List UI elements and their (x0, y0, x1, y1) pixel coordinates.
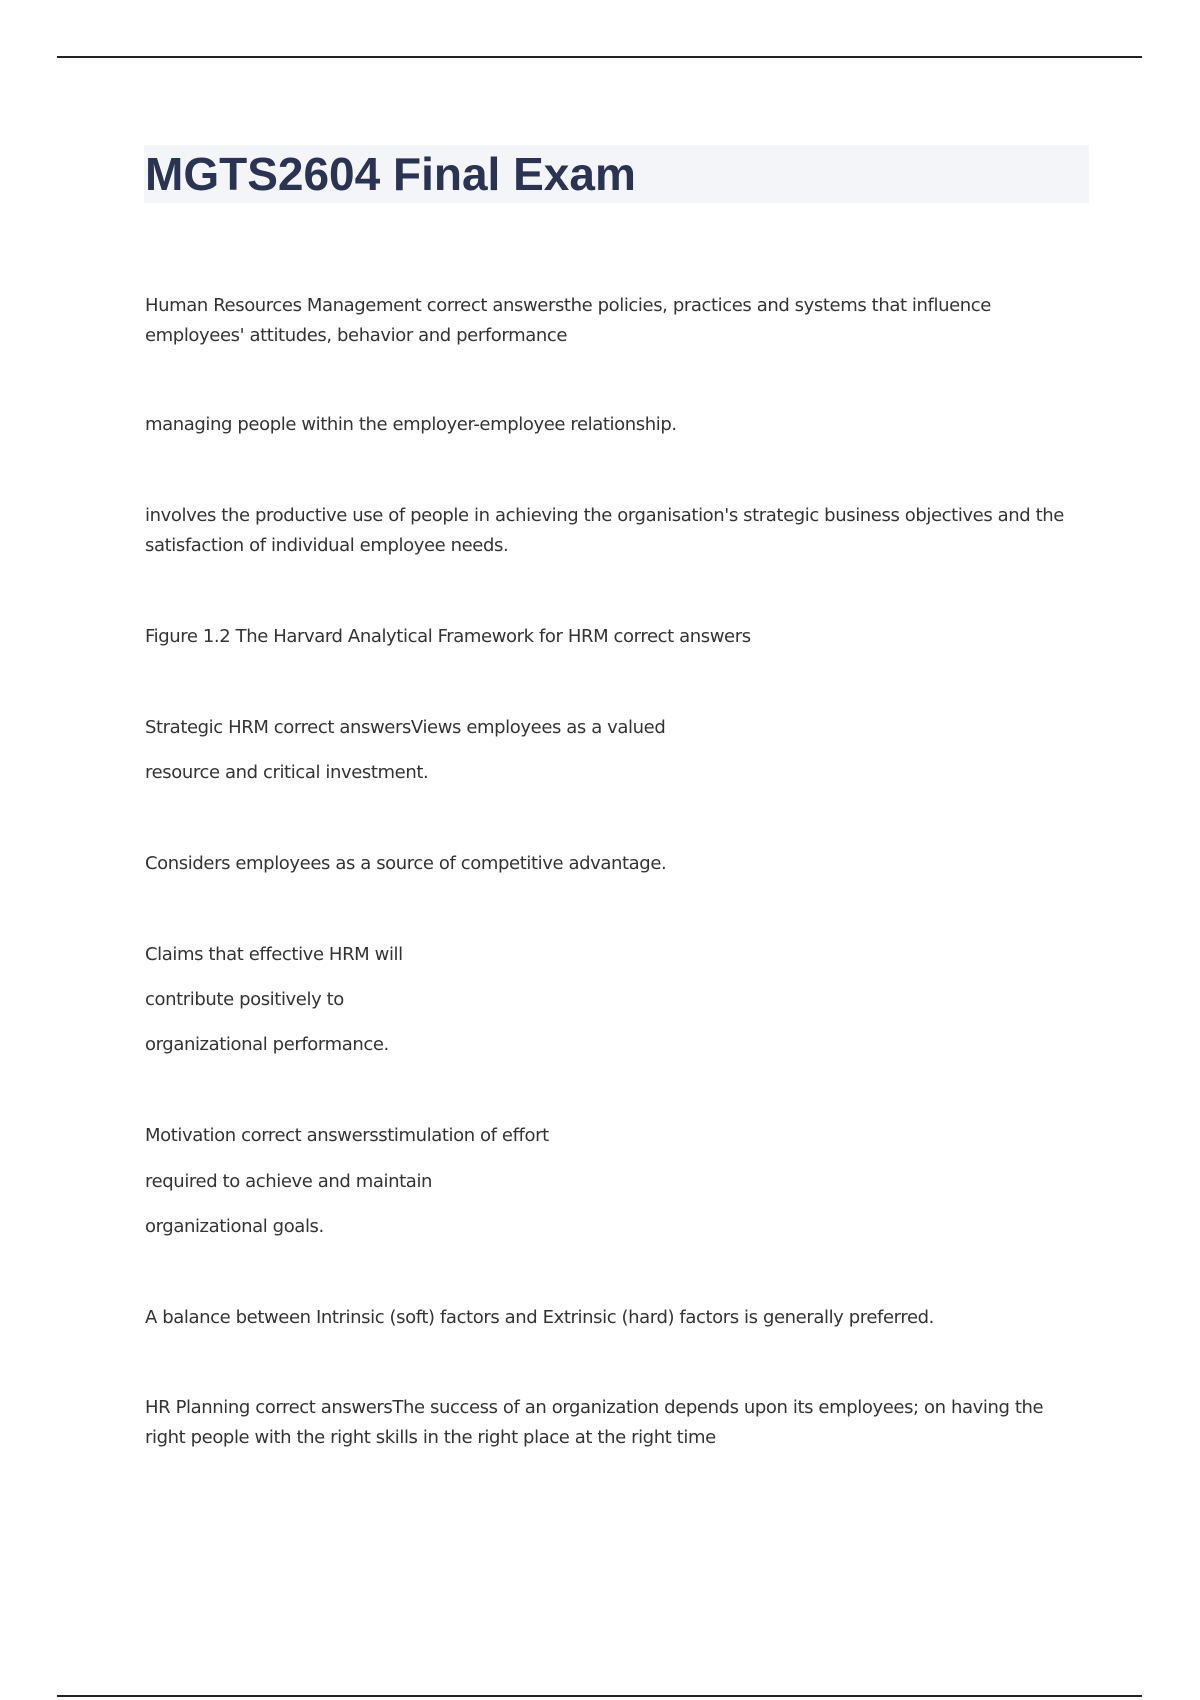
paragraph-managing-people: managing people within the employer-employee relationship. (145, 414, 677, 435)
paragraph-figure-reference: Figure 1.2 The Harvard Analytical Framework for HRM correct answers (145, 626, 751, 647)
paragraph-claims-cont-1: contribute positively to (145, 989, 344, 1010)
paragraph-hr-planning: HR Planning correct answersThe success of an organization depends upon its employees; on having the right people with the right skills in the right place at the right time (145, 1397, 1044, 1448)
bottom-rule (57, 1695, 1142, 1697)
top-rule (57, 56, 1142, 58)
paragraph-intrinsic-extrinsic: A balance between Intrinsic (soft) factors and Extrinsic (hard) factors is generally preferred. (145, 1307, 934, 1328)
paragraph-motivation: Motivation correct answersstimulation of effort (145, 1125, 549, 1146)
paragraph-strategic-hrm-cont: resource and critical investment. (145, 762, 429, 783)
paragraph-strategic-hrm: Strategic HRM correct answersViews employees as a valued (145, 717, 666, 738)
paragraph-competitive-advantage: Considers employees as a source of competitive advantage. (145, 853, 667, 874)
paragraph-hrm-definition: Human Resources Management correct answersthe policies, practices and systems that influence employees' attitudes, behavior and performance (145, 295, 991, 346)
paragraph-claims: Claims that effective HRM will (145, 944, 403, 965)
paragraph-motivation-cont-1: required to achieve and maintain (145, 1171, 433, 1192)
document-title: MGTS2604 Final Exam (145, 148, 636, 200)
paragraph-motivation-cont-2: organizational goals. (145, 1216, 324, 1237)
paragraph-productive-use: involves the productive use of people in achieving the organisation's strategic business objectives and the satisfaction of individual employee needs. (145, 505, 1064, 556)
paragraph-claims-cont-2: organizational performance. (145, 1034, 389, 1055)
